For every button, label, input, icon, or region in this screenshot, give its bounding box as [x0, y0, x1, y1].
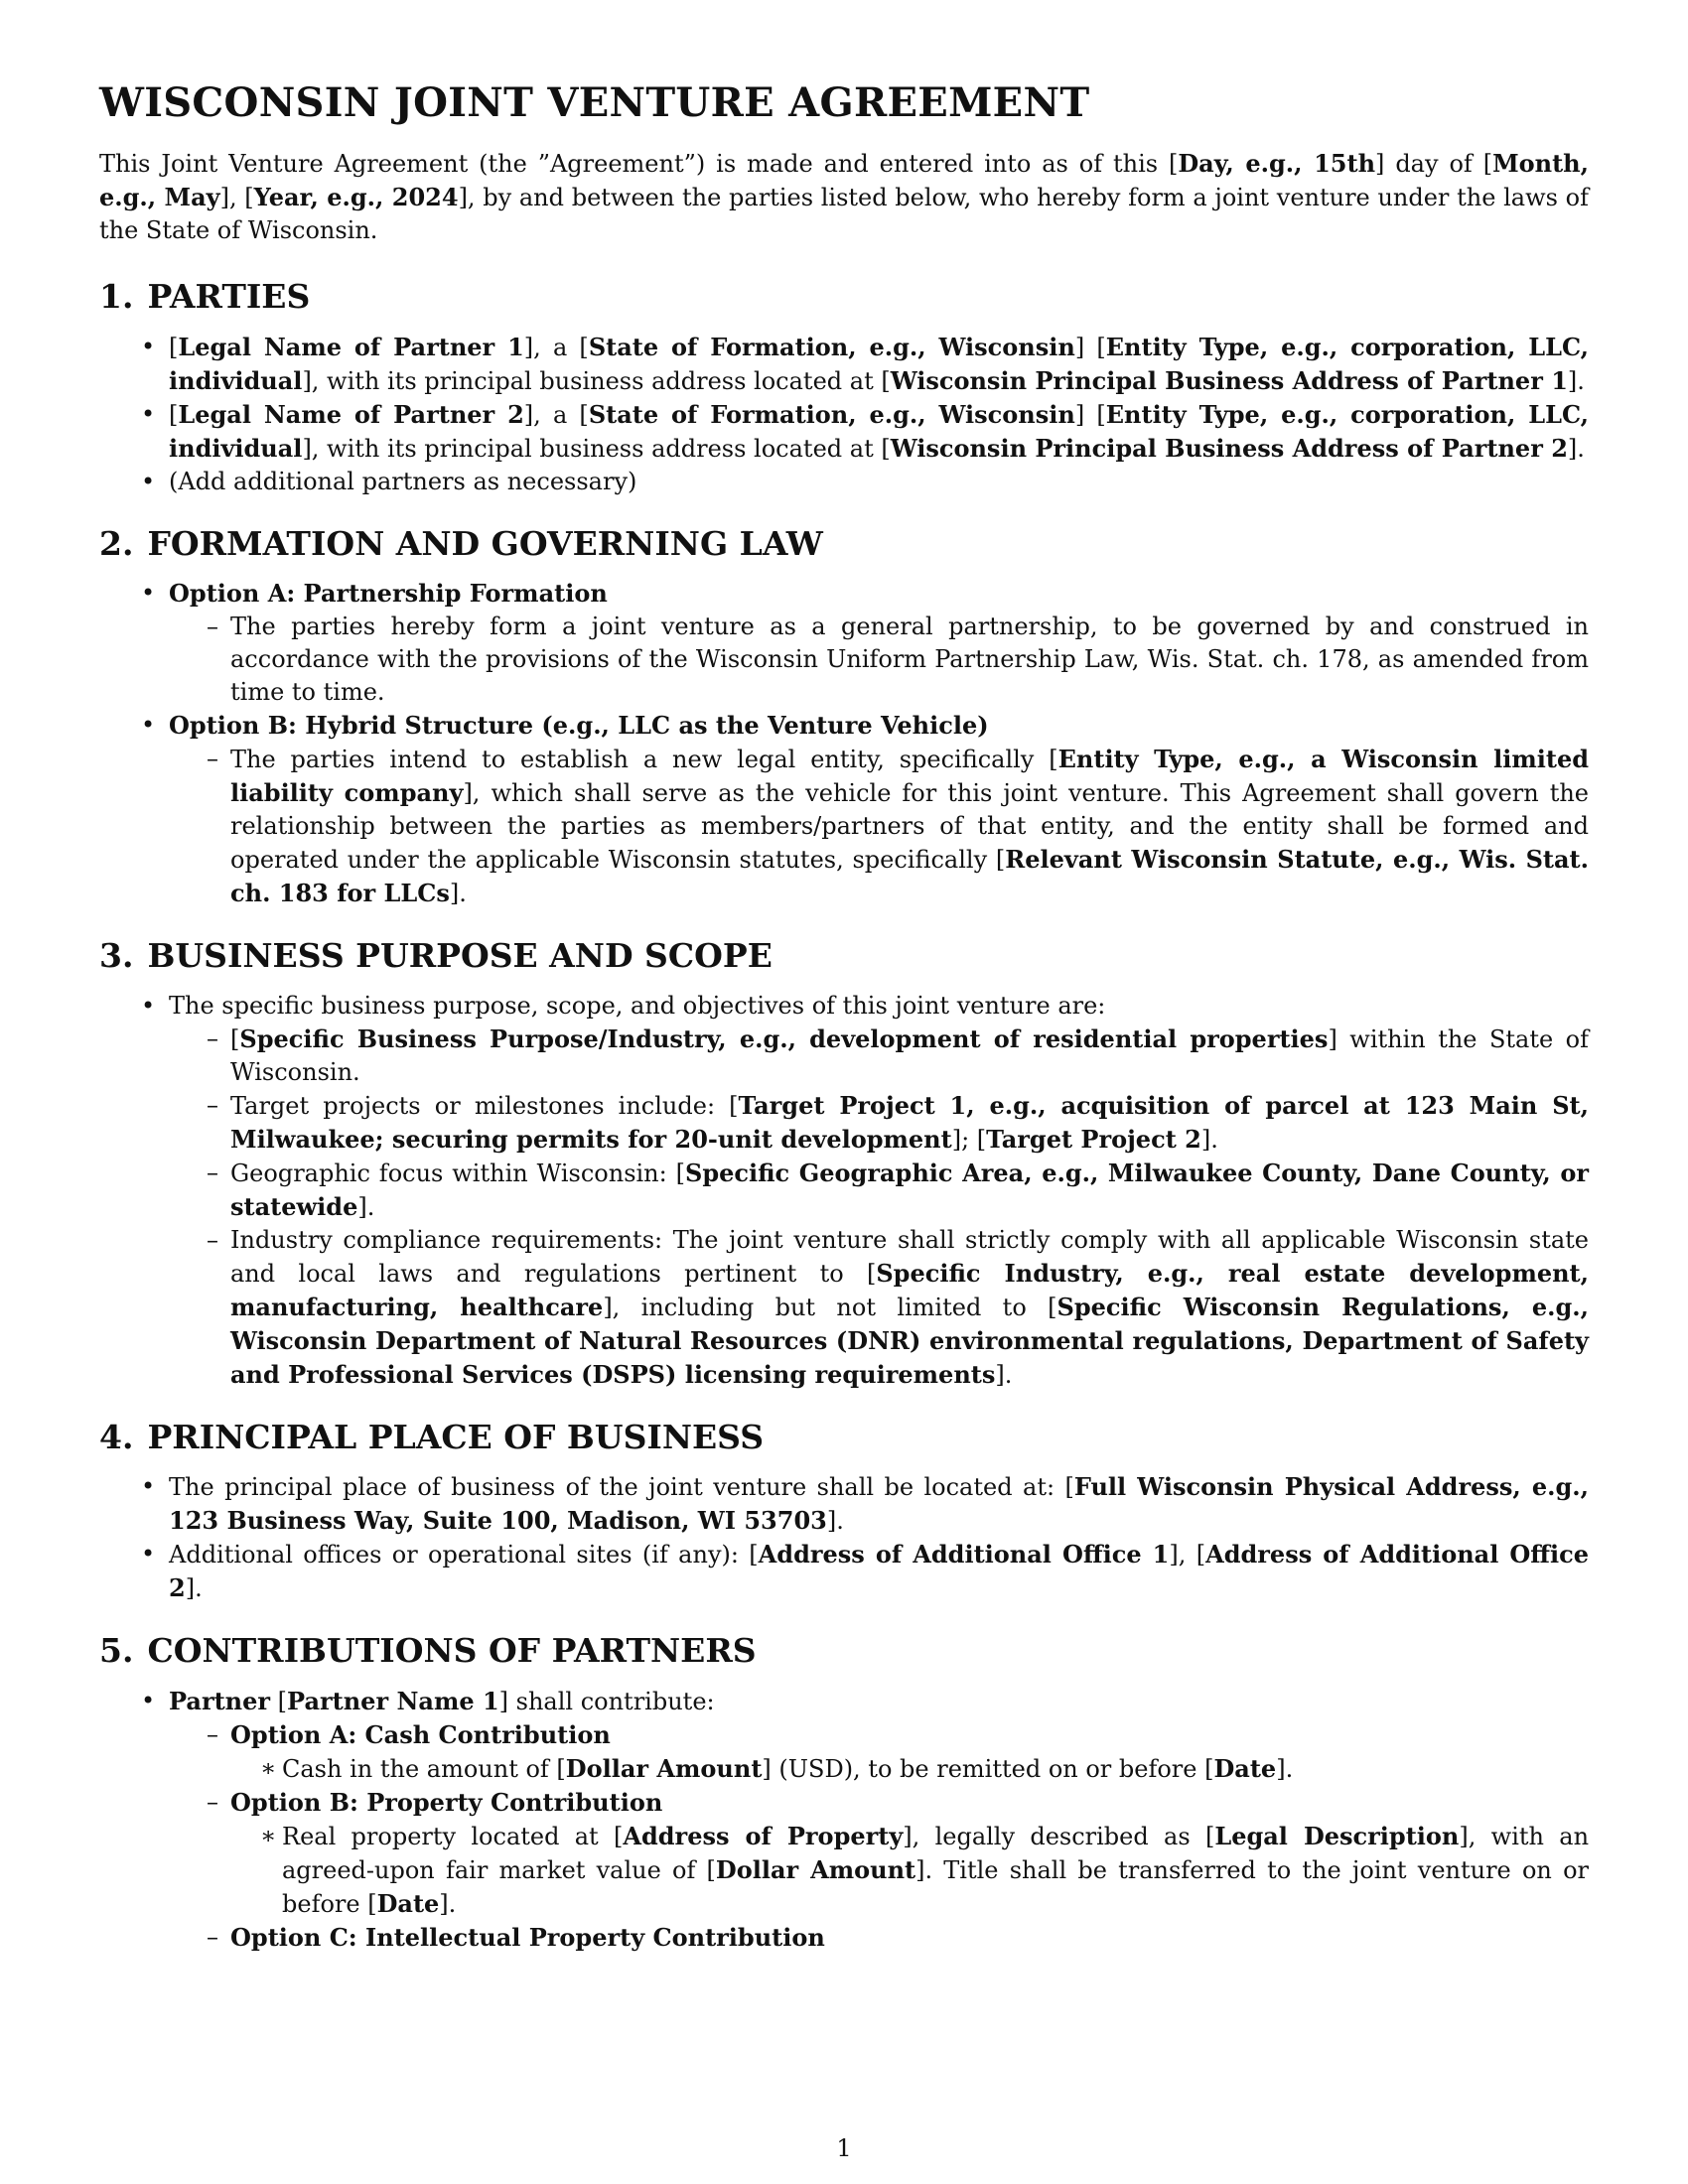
day-placeholder: Day, e.g., 15th — [1178, 149, 1376, 178]
page-number: 1 — [836, 2134, 852, 2162]
section-heading: 3. BUSINESS PURPOSE AND SCOPE — [99, 936, 773, 976]
list-item: • (Add additional partners as necessary) — [99, 466, 1589, 498]
purpose-list — [99, 990, 1589, 1392]
section-heading: 4. PRINCIPAL PLACE OF BUSINESS — [99, 1417, 765, 1456]
list-item: – Industry compliance requirements: The joint venture shall strictly comply with all applicable Wisconsin state and local laws and regulations pertinent to [Specific Industry, e.g., real estate development, manufacturing, healthcare], including but not limited to [Specific Wisconsin Regulations, e.g., Wisconsin Department of Natural Resources (DNR) environmental regulations, Department of Safety and Professional Services (DSPS) licensing requirements]. — [169, 1224, 1589, 1392]
year-placeholder: Year, e.g., 2024 — [253, 183, 459, 211]
list-item: • Partner [Partner Name 1] shall contribute: – Option A: Cash Contribution ∗ Cash in the amount of [Dollar Amount] (USD), to be remitted on or before [Date]. – Option B: Property Contribution ∗ Real property located at [Address of Property], legally described as [Legal Description], with an agreed-upon fair market value of [Dollar Amount]. Title shall be transferred to the joint venture on or before [Date]. – Option C: Intellectual Property Contribution — [99, 1685, 1589, 1955]
list-item: ∗ Cash in the amount of [Dollar Amount] (USD), to be remitted on or before [Date]. — [230, 1752, 1589, 1786]
document-title: WISCONSIN JOINT VENTURE AGREEMENT — [99, 79, 1090, 126]
section-formation — [99, 524, 1589, 911]
list-item: – Option C: Intellectual Property Contribution — [169, 1921, 1589, 1955]
list-item: • [Legal Name of Partner 1], a [State of Formation, e.g., Wisconsin] [Entity Type, e.g., corporation, LLC, individual], with its principal business address located at [Wisconsin Principal Business Address of Partner 1]. — [99, 331, 1589, 398]
list-item: • Additional offices or operational sites (if any): [Address of Additional Office 1], [Address of Additional Office 2]. — [99, 1538, 1589, 1605]
section-principal-place — [99, 1418, 1589, 1606]
section-parties — [99, 277, 1589, 498]
section-business-purpose — [99, 936, 1589, 1392]
list-item: – Geographic focus within Wisconsin: [Specific Geographic Area, e.g., Milwaukee County, Dane County, or statewide]. — [169, 1157, 1589, 1224]
list-item: – The parties intend to establish a new legal entity, specifically [Entity Type, e.g., a Wisconsin limited liability company], which shall serve as the vehicle for this joint venture. This Agreement shall govern the relationship between the parties as members/partners of that entity, and the entity shall be formed and operated under the applicable Wisconsin statutes, specifically [Relevant Wisconsin Statute, e.g., Wis. Stat. ch. 183 for LLCs]. — [169, 743, 1589, 910]
intro-paragraph: This Joint Venture Agreement (the ”Agreement”) is made and entered into as of this [Day, e.g., 15th] day of [Month, e.g., May], [Year, e.g., 2024], by and between the parties listed below, who hereby form a joint venture under the laws of the State of Wisconsin. — [99, 149, 1589, 244]
list-item: • Option A: Partnership Formation – The parties hereby form a joint venture as a general partnership, to be governed by and construed in accordance with the provisions of the Wisconsin Uniform Partnership Law, Wis. Stat. ch. 178, as amended from time to time. — [99, 577, 1589, 709]
section-contributions — [99, 1631, 1589, 1955]
formation-list — [99, 577, 1589, 910]
list-item: • Option B: Hybrid Structure (e.g., LLC as the Venture Vehicle) – The parties intend to establish a new legal entity, specifically [Entity Type, e.g., a Wisconsin limited liability company], which shall serve as the vehicle for this joint venture. This Agreement shall govern the relationship between the parties as members/partners of that entity, and the entity shall be formed and operated under the applicable Wisconsin statutes, specifically [Relevant Wisconsin Statute, e.g., Wis. Stat. ch. 183 for LLCs]. — [99, 709, 1589, 910]
place-list — [99, 1470, 1589, 1605]
list-item: – Target projects or milestones include: [Target Project 1, e.g., acquisition of parcel at 123 Main St, Milwaukee; securing permits for 20-unit development]; [Target Project 2]. — [169, 1089, 1589, 1157]
parties-list — [99, 331, 1589, 498]
list-item: • [Legal Name of Partner 2], a [State of Formation, e.g., Wisconsin] [Entity Type, e.g., corporation, LLC, individual], with its principal business address located at [Wisconsin Principal Business Address of Partner 2]. — [99, 398, 1589, 466]
list-item: – The parties hereby form a joint venture as a general partnership, to be governed by and construed in accordance with the provisions of the Wisconsin Uniform Partnership Law, Wis. Stat. ch. 178, as amended from time to time. — [169, 611, 1589, 709]
section-heading: 5. CONTRIBUTIONS OF PARTNERS — [99, 1631, 757, 1671]
section-heading: 1. PARTIES — [99, 277, 311, 316]
list-item: ∗ Real property located at [Address of Property], legally described as [Legal Description], with an agreed-upon fair market value of [Dollar Amount]. Title shall be transferred to the joint venture on or before [Date]. — [230, 1820, 1589, 1921]
list-item: – Option A: Cash Contribution ∗ Cash in the amount of [Dollar Amount] (USD), to be remitted on or before [Date]. — [169, 1718, 1589, 1786]
contributions-list — [99, 1685, 1589, 1955]
document-page — [99, 79, 1589, 1980]
month-placeholder: Month, e.g., May — [99, 149, 1589, 211]
list-item: – Option B: Property Contribution ∗ Real property located at [Address of Property], legally described as [Legal Description], with an agreed-upon fair market value of [Dollar Amount]. Title shall be transferred to the joint venture on or before [Date]. — [169, 1786, 1589, 1921]
list-item: – [Specific Business Purpose/Industry, e.g., development of residential properties] within the State of Wisconsin. — [169, 1023, 1589, 1089]
list-item: • The principal place of business of the joint venture shall be located at: [Full Wisconsin Physical Address, e.g., 123 Business Way, Suite 100, Madison, WI 53703]. — [99, 1470, 1589, 1538]
section-heading: 2. FORMATION AND GOVERNING LAW — [99, 523, 823, 563]
list-item: • The specific business purpose, scope, and objectives of this joint venture are: – [Specific Business Purpose/Industry, e.g., development of residential properties] within the State of Wisconsin. – Target projects or milestones include: [Target Project 1, e.g., acquisition of parcel at 123 Main St, Milwaukee; securing permits for 20-unit development]; [Target Project 2]. – Geographic focus within Wisconsin: [Specific Geographic Area, e.g., Milwaukee County, Dane County, or statewide]. – Industry compliance requirements: The joint venture shall strictly comply with all applicable Wisconsin state and local laws and regulations pertinent to [Specific Industry, e.g., real estate development, manufacturing, healthcare], including but not limited to [Specific Wisconsin Regulations, e.g., Wisconsin Department of Natural Resources (DNR) environmental regulations, Department of Safety and Professional Services (DSPS) licensing requirements]. — [99, 990, 1589, 1392]
